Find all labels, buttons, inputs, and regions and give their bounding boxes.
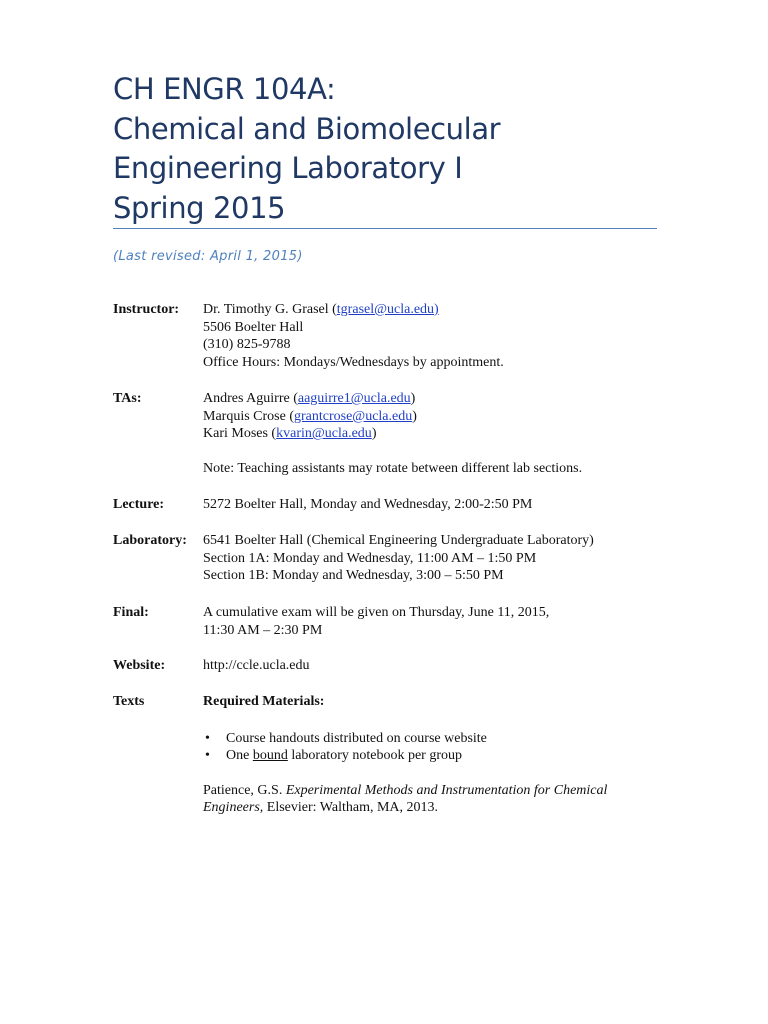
laboratory-location: 6541 Boelter Hall (Chemical Engineering Undergraduate Laboratory) bbox=[203, 533, 594, 548]
textbook-publisher: Elsevier: Waltham, MA, 2013. bbox=[263, 800, 439, 816]
texts-label: Texts bbox=[113, 694, 145, 709]
instructor-email-link[interactable]: tgrasel@ucla.edu) bbox=[336, 302, 439, 317]
lecture-details: 5272 Boelter Hall, Monday and Wednesday, 2:00-2:50 PM bbox=[203, 497, 533, 512]
title-line-3: Engineering Laboratory I bbox=[113, 151, 463, 185]
list-item: • Course handouts distributed on course website bbox=[203, 730, 653, 748]
ta-note: Note: Teaching assistants may rotate between different lab sections. bbox=[203, 461, 583, 477]
list-item bbox=[203, 747, 653, 765]
title-line-4: Spring 2015 bbox=[113, 190, 286, 225]
ta-name: Kari Moses ( bbox=[203, 426, 277, 442]
lecture-label: Lecture: bbox=[113, 497, 165, 512]
instructor-office: 5506 Boelter Hall bbox=[203, 319, 304, 335]
textbook-author: Patience, G.S. bbox=[203, 782, 286, 798]
laboratory-label: Laboratory: bbox=[113, 533, 187, 548]
ta-entry bbox=[203, 408, 653, 426]
laboratory-section-1a: Section 1A: Monday and Wednesday, 11:00 AM – 1:50 PM bbox=[203, 550, 537, 566]
ta-name: Marquis Crose ( bbox=[203, 408, 294, 424]
list-item-text: laboratory notebook per group bbox=[287, 748, 463, 764]
instructor-name-line bbox=[203, 301, 653, 319]
title-divider bbox=[113, 228, 657, 229]
last-revised-note: (Last revised: April 1, 2015) bbox=[113, 249, 303, 264]
ta-name: Andres Aguirre ( bbox=[203, 391, 298, 406]
title-line-1: CH ENGR 104A: bbox=[113, 72, 336, 106]
ta-entry bbox=[203, 390, 653, 408]
laboratory-section-1b: Section 1B: Monday and Wednesday, 3:00 – 5:50 PM bbox=[203, 568, 504, 584]
instructor-label: Instructor: bbox=[113, 302, 180, 317]
textbook-reference bbox=[203, 782, 648, 817]
ta-entry bbox=[203, 425, 653, 443]
document-title bbox=[113, 70, 658, 228]
required-materials-list bbox=[203, 730, 653, 765]
ta-email-link[interactable]: grantcrose@ucla.edu bbox=[294, 408, 413, 424]
underlined-word: bound bbox=[252, 748, 288, 764]
ta-close-paren: ) bbox=[410, 391, 416, 406]
instructor-office-hours: Office Hours: Mondays/Wednesdays by appointment. bbox=[203, 354, 504, 370]
required-materials-heading: Required Materials: bbox=[203, 694, 325, 709]
title-line-2: Chemical and Biomolecular bbox=[113, 111, 501, 146]
final-exam-description: A cumulative exam will be given on Thursday, June 11, 2015, bbox=[203, 605, 550, 620]
ta-close-paren: ) bbox=[412, 408, 417, 424]
final-label: Final: bbox=[113, 605, 149, 620]
website-url[interactable]: http://ccle.ucla.edu bbox=[203, 658, 310, 673]
ta-close-paren: ) bbox=[371, 426, 377, 442]
list-item-text: One bbox=[226, 748, 253, 764]
instructor-phone: (310) 825-9788 bbox=[203, 337, 291, 353]
textbook-title: Experimental Methods and Instrumentation for Chemical Engineers, bbox=[203, 782, 608, 816]
final-exam-time: 11:30 AM – 2:30 PM bbox=[203, 622, 323, 638]
instructor-name: Dr. Timothy G. Grasel ( bbox=[203, 302, 337, 317]
ta-email-link[interactable]: kvarin@ucla.edu bbox=[276, 426, 372, 442]
website-label: Website: bbox=[113, 658, 166, 673]
ta-email-link[interactable]: aaguirre1@ucla.edu bbox=[297, 391, 411, 406]
tas-label: TAs: bbox=[113, 391, 142, 406]
